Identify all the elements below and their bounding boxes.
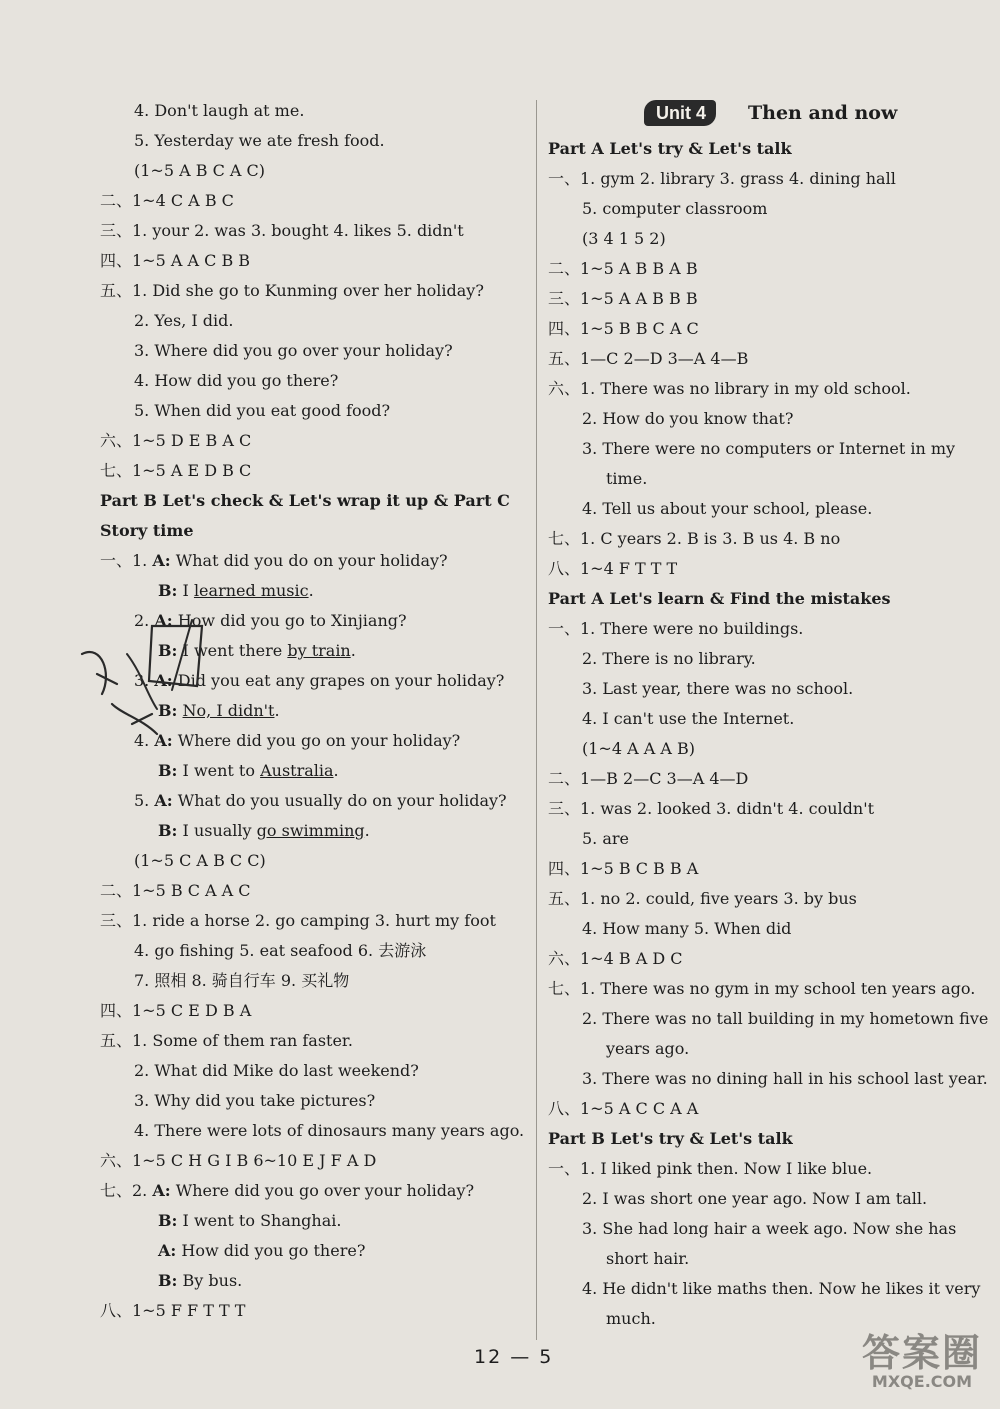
answer-line: 4. Tell us about your school, please.	[582, 499, 873, 518]
dialogue-line: 一、1. A: What did you do on your holiday?	[100, 551, 448, 570]
answer-line: 3. Last year, there was no school.	[582, 679, 854, 698]
answer-line: 三、1. was 2. looked 3. didn't 4. couldn't	[548, 799, 875, 818]
answer-line: 7. 照相 8. 骑自行车 9. 买礼物	[134, 971, 350, 990]
answer-line: 六、1. There was no library in my old school.	[548, 379, 911, 398]
answer-line: 3. There were no computers or Internet in my	[582, 439, 956, 458]
right-column	[548, 96, 989, 1334]
answer-line: 2. How do you know that?	[582, 409, 794, 428]
answer-line: 三、1. ride a horse 2. go camping 3. hurt my foot	[100, 911, 496, 930]
answer-line: 五、1—C 2—D 3—A 4—B	[548, 349, 749, 368]
page-number: 12 — 5	[474, 1346, 554, 1368]
answer-line: 3. She had long hair a week ago. Now she has	[582, 1219, 957, 1238]
answer-line: short hair.	[606, 1249, 690, 1268]
unit-header	[548, 96, 978, 130]
section-heading: Story time	[100, 521, 194, 540]
dialogue-line: A: How did you go there?	[158, 1241, 366, 1260]
answer-line: 八、1~5 A C C A A	[548, 1099, 699, 1118]
answer-line: 5. are	[582, 829, 630, 848]
unit-badge: Unit 4	[644, 100, 716, 126]
answer-line: 一、1. I liked pink then. Now I like blue.	[548, 1159, 873, 1178]
section-heading: Part A Let's try & Let's talk	[548, 139, 792, 158]
answer-line: 八、1~4 F T T T	[548, 559, 678, 578]
answer-line: 2. There was no tall building in my hometown five	[582, 1009, 989, 1028]
answer-line: 2. What did Mike do last weekend?	[134, 1061, 419, 1080]
dialogue-line: 2. A: How did you go to Xinjiang?	[134, 611, 407, 630]
answer-line: 五、1. Some of them ran faster.	[100, 1031, 353, 1050]
section-heading: Part B Let's try & Let's talk	[548, 1129, 793, 1148]
answer-line: 5. computer classroom	[582, 199, 768, 218]
answer-line: (1~4 A A A B)	[582, 739, 696, 758]
answer-line: 六、1~5 C H G I B 6~10 E J F A D	[100, 1151, 377, 1170]
answer-line: 4. I can't use the Internet.	[582, 709, 795, 728]
handwritten-scribble	[72, 614, 252, 764]
answer-line: 六、1~4 B A D C	[548, 949, 683, 968]
site-watermark	[862, 1333, 982, 1391]
answer-line: 4. How many 5. When did	[582, 919, 792, 938]
dialogue-line: B: I learned music.	[158, 581, 314, 600]
answer-line: 四、1~5 A A C B B	[100, 251, 251, 270]
answer-line: 四、1~5 C E D B A	[100, 1001, 252, 1020]
dialogue-line: B: I went to Shanghai.	[158, 1211, 342, 1230]
unit-title: Then and now	[748, 102, 898, 124]
answer-line: 4. Don't laugh at me.	[134, 101, 305, 120]
answer-line: 二、1~5 A B B A B	[548, 259, 698, 278]
dialogue-line: 3. A: Did you eat any grapes on your holiday?	[134, 671, 505, 690]
answer-line: 5. Yesterday we ate fresh food.	[134, 131, 385, 150]
section-heading: Part B Let's check & Let's wrap it up & Part C	[100, 491, 510, 510]
answer-line: 4. go fishing 5. eat seafood 6. 去游泳	[134, 941, 427, 960]
answer-line: 二、1~4 C A B C	[100, 191, 234, 210]
answer-line: 五、1. Did she go to Kunming over her holiday?	[100, 281, 484, 300]
answer-line: 八、1~5 F F T T T	[100, 1301, 246, 1320]
answer-line: years ago.	[606, 1039, 690, 1058]
answer-line: 四、1~5 B C B B A	[548, 859, 699, 878]
answer-line: 二、1—B 2—C 3—A 4—D	[548, 769, 749, 788]
answer-line: 5. When did you eat good food?	[134, 401, 391, 420]
answer-line: 2. I was short one year ago. Now I am tall.	[582, 1189, 928, 1208]
answer-line: 3. There was no dining hall in his school last year.	[582, 1069, 988, 1088]
watermark-logo: 答案圈	[862, 1331, 983, 1375]
answer-line: 三、1. your 2. was 3. bought 4. likes 5. didn't	[100, 221, 464, 240]
answer-line: 二、1~5 B C A A C	[100, 881, 251, 900]
answer-line: 4. There were lots of dinosaurs many years ago.	[134, 1121, 525, 1140]
answer-line: 七、1. C years 2. B is 3. B us 4. B no	[548, 529, 841, 548]
answer-line: 一、1. gym 2. library 3. grass 4. dining hall	[548, 169, 896, 188]
answer-line: 3. Where did you go over your holiday?	[134, 341, 453, 360]
answer-line: 3. Why did you take pictures?	[134, 1091, 376, 1110]
answer-line: 七、1. There was no gym in my school ten years ago.	[548, 979, 976, 998]
answer-line: time.	[606, 469, 648, 488]
answer-line: 一、1. There were no buildings.	[548, 619, 804, 638]
answer-line: (1~5 A B C A C)	[134, 161, 266, 180]
answer-line: 4. He didn't like maths then. Now he likes it very	[582, 1279, 981, 1298]
dialogue-line: B: No, I didn't.	[158, 701, 280, 720]
dialogue-line: B: I went to Australia.	[158, 761, 339, 780]
answer-line: 2. Yes, I did.	[134, 311, 234, 330]
answer-line: 4. How did you go there?	[134, 371, 339, 390]
column-divider	[536, 100, 537, 1340]
section-heading: Part A Let's learn & Find the mistakes	[548, 589, 891, 608]
watermark-url: MXQE.COM	[871, 1372, 973, 1391]
dialogue-line: B: By bus.	[158, 1271, 243, 1290]
answer-line: much.	[606, 1309, 656, 1328]
dialogue-line: 七、2. A: Where did you go over your holiday?	[100, 1181, 475, 1200]
answer-line: 五、1. no 2. could, five years 3. by bus	[548, 889, 857, 908]
dialogue-line: 5. A: What do you usually do on your holiday?	[134, 791, 507, 810]
answer-line: 七、1~5 A E D B C	[100, 461, 252, 480]
answer-line: (1~5 C A B C C)	[134, 851, 266, 870]
answer-line: 2. There is no library.	[582, 649, 756, 668]
dialogue-line: B: I went there by train.	[158, 641, 356, 660]
answer-line: 四、1~5 B B C A C	[548, 319, 699, 338]
dialogue-line: B: I usually go swimming.	[158, 821, 370, 840]
answer-line: (3 4 1 5 2)	[582, 229, 666, 248]
answer-line: 三、1~5 A A B B B	[548, 289, 698, 308]
dialogue-line: 4. A: Where did you go on your holiday?	[134, 731, 461, 750]
answer-line: 六、1~5 D E B A C	[100, 431, 252, 450]
